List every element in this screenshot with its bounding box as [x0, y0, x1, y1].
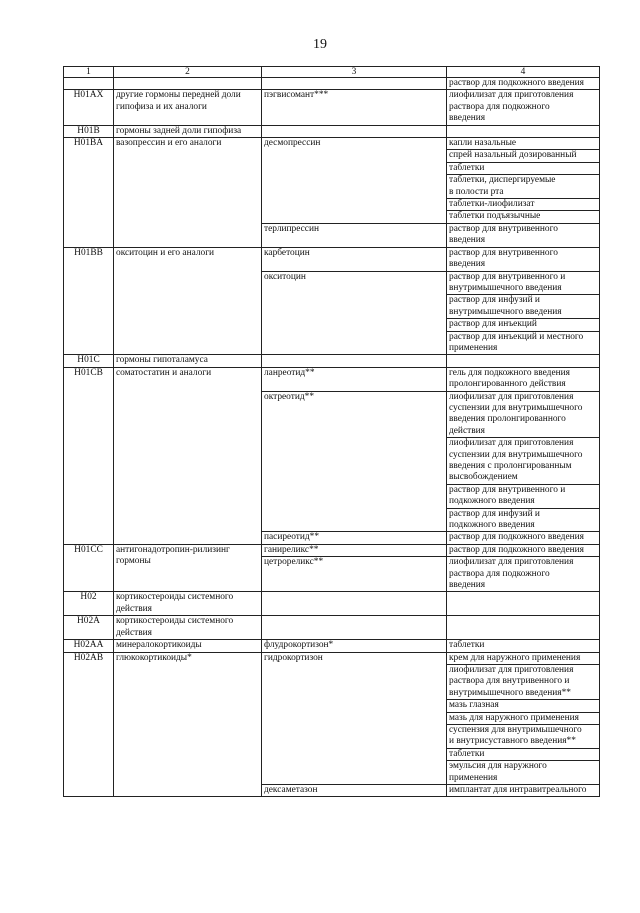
dosage-forms-cell — [447, 557, 600, 592]
dosage-form-entry — [447, 90, 599, 124]
atc-code-cell — [64, 78, 114, 90]
dosage-form-line: раствор для внутривенного и — [449, 271, 566, 282]
dosage-form-line: раствора для внутривенного и — [449, 676, 570, 687]
drug-name-cell: пэгвисомант*** — [262, 90, 447, 125]
dosage-forms-cell — [447, 271, 600, 355]
drug-name-cell: цетрореликс** — [262, 557, 447, 592]
dosage-form-entry — [447, 210, 599, 222]
dosage-form-entry — [447, 484, 599, 508]
dosage-form-line: таблетки, диспергируемые — [449, 175, 556, 186]
atc-code-cell: H01B — [64, 125, 114, 137]
dosage-forms-cell — [447, 391, 600, 532]
dosage-form-line: раствор для подкожного введения — [449, 544, 584, 555]
atc-code-cell: H01CC — [64, 544, 114, 592]
drug-name-cell: ганиреликс** — [262, 544, 447, 556]
dosage-forms-cell — [447, 90, 600, 125]
drug-name-cell: гидрокортизон — [262, 652, 447, 784]
dosage-form-line: таблетки — [449, 640, 485, 651]
dosage-forms-cell — [447, 223, 600, 247]
dosage-form-entry — [447, 557, 599, 591]
table-row — [64, 544, 600, 556]
drug-name-cell — [262, 78, 447, 90]
dosage-form-entry — [447, 331, 599, 355]
column-header-4: 4 — [447, 67, 600, 78]
atc-name-cell — [114, 78, 262, 90]
column-header-1: 1 — [64, 67, 114, 78]
dosage-form-line: раствора для подкожного — [449, 568, 550, 579]
atc-code-cell: H01BA — [64, 138, 114, 248]
dosage-form-line: введения — [449, 580, 486, 591]
atc-code-cell: H02A — [64, 616, 114, 640]
column-header-3: 3 — [262, 67, 447, 78]
dosage-form-entry — [447, 748, 599, 760]
atc-code-cell: H01AX — [64, 90, 114, 125]
dosage-form-entry — [447, 699, 599, 711]
dosage-forms-cell — [447, 616, 600, 640]
dosage-form-line: имплантат для интравитреального — [449, 784, 587, 795]
dosage-form-entry — [447, 294, 599, 318]
atc-code-cell: H01CB — [64, 367, 114, 544]
atc-name-cell: соматостатин и аналоги — [114, 367, 262, 544]
table-row — [64, 367, 600, 391]
dosage-form-line: суспензии для внутримышечного — [449, 449, 583, 460]
dosage-form-entry — [447, 545, 599, 556]
dosage-form-entry — [447, 724, 599, 748]
drug-name-cell — [262, 592, 447, 616]
dosage-form-line: раствор для внутривенного — [449, 223, 558, 234]
atc-code-cell: H01C — [64, 355, 114, 367]
dosage-form-line: лиофилизат для приготовления — [449, 90, 574, 101]
dosage-form-line: раствор для подкожного введения — [449, 532, 584, 543]
dosage-form-line: раствора для подкожного — [449, 101, 550, 112]
dosage-form-entry — [447, 664, 599, 699]
dosage-form-line: таблетки — [449, 162, 485, 173]
dosage-form-entry — [447, 368, 599, 391]
atc-name-cell: кортикостероиды системного действия — [114, 616, 262, 640]
table-row — [64, 616, 600, 640]
atc-name-cell: глюкокортикоиды* — [114, 652, 262, 797]
dosage-form-line: мазь для наружного применения — [449, 712, 579, 723]
dosage-form-entry — [447, 272, 599, 295]
dosage-form-line: действия — [449, 425, 485, 436]
dosage-form-line: таблетки-лиофилизат — [449, 199, 535, 210]
dosage-form-entry — [447, 318, 599, 330]
dosage-form-entry — [447, 162, 599, 174]
dosage-form-line: в полости рта — [449, 186, 504, 197]
dosage-forms-cell — [447, 532, 600, 544]
dosage-form-line: введения с пролонгированным — [449, 461, 572, 471]
dosage-form-entry — [447, 78, 599, 89]
drug-name-cell: флудрокортизон* — [262, 640, 447, 652]
table-row — [64, 640, 600, 652]
dosage-forms-cell — [447, 138, 600, 224]
dosage-form-line: и внутрисуставного введения** — [449, 736, 576, 747]
drug-list-table — [63, 66, 600, 797]
dosage-form-line: таблетки подъязычные — [449, 211, 541, 222]
dosage-form-line: раствор для инъекций — [449, 319, 537, 330]
dosage-form-entry — [447, 653, 599, 664]
dosage-form-line: внутримышечного введения — [449, 282, 562, 293]
dosage-form-line: раствор для инфузий и — [449, 295, 540, 306]
table-row — [64, 90, 600, 125]
dosage-forms-cell — [447, 652, 600, 784]
dosage-form-line: таблетки — [449, 748, 485, 759]
dosage-form-line: введения — [449, 113, 486, 124]
dosage-form-line: применения — [449, 772, 498, 783]
page-number: 19 — [313, 37, 327, 52]
column-header-2: 2 — [114, 67, 262, 78]
dosage-form-line: внутримышечного введения** — [449, 687, 571, 698]
dosage-form-line: лиофилизат для приготовления — [449, 391, 574, 402]
table-header-row — [64, 67, 600, 78]
dosage-form-entry — [447, 508, 599, 532]
dosage-forms-cell — [447, 78, 600, 90]
atc-code-cell: H02AA — [64, 640, 114, 652]
dosage-form-line: гель для подкожного введения — [449, 367, 570, 378]
dosage-forms-cell — [447, 592, 600, 616]
dosage-form-entry — [447, 248, 599, 271]
drug-name-cell: карбетоцин — [262, 247, 447, 271]
atc-code-cell: H01BB — [64, 247, 114, 355]
table-row — [64, 138, 600, 224]
dosage-form-entry — [447, 198, 599, 210]
table-body — [64, 78, 600, 797]
dosage-form-entry — [447, 392, 599, 438]
atc-name-cell: другие гормоны передней доли гипофиза и их аналоги — [114, 90, 262, 125]
dosage-form-line: мазь глазная — [449, 700, 499, 711]
dosage-form-line: спрей назальный дозированный — [449, 150, 577, 161]
drug-name-cell: десмопрессин — [262, 138, 447, 224]
dosage-form-entry — [447, 437, 599, 484]
atc-name-cell: кортикостероиды системного действия — [114, 592, 262, 616]
atc-name-cell: гормоны гипоталамуса — [114, 355, 262, 367]
drug-name-cell — [262, 125, 447, 137]
dosage-form-line: лиофилизат для приготовления — [449, 664, 574, 675]
dosage-form-line: суспензии для внутримышечного — [449, 402, 583, 413]
dosage-form-line: лиофилизат для приготовления — [449, 438, 574, 449]
dosage-form-entry — [447, 149, 599, 161]
dosage-form-line: раствор для внутривенного — [449, 247, 558, 258]
dosage-form-entry — [447, 224, 599, 247]
drug-name-cell: окситоцин — [262, 271, 447, 355]
table-row — [64, 125, 600, 137]
dosage-forms-cell — [447, 247, 600, 271]
dosage-form-entry — [447, 785, 599, 796]
dosage-form-line: эмульсия для наружного — [449, 761, 547, 772]
dosage-forms-cell — [447, 784, 600, 796]
dosage-form-line: внутримышечного введения — [449, 306, 562, 317]
dosage-form-entry — [447, 640, 599, 651]
drug-name-cell: дексаметазон — [262, 784, 447, 796]
drug-name-cell: пасиреотид** — [262, 532, 447, 544]
dosage-form-line: капли назальные — [449, 138, 517, 149]
dosage-form-line: раствор для инфузий и — [449, 508, 540, 519]
dosage-form-entry — [447, 174, 599, 198]
table-row — [64, 78, 600, 90]
dosage-form-line: раствор для подкожного введения — [449, 78, 584, 88]
dosage-form-line: лиофилизат для приготовления — [449, 557, 574, 568]
atc-code-cell: H02 — [64, 592, 114, 616]
dosage-form-entry — [447, 532, 599, 543]
drug-name-cell — [262, 616, 447, 640]
dosage-form-line: применения — [449, 342, 498, 353]
dosage-form-entry — [447, 760, 599, 784]
dosage-forms-cell — [447, 640, 600, 652]
dosage-forms-cell — [447, 544, 600, 556]
atc-name-cell: гормоны задней доли гипофиза — [114, 125, 262, 137]
dosage-form-line: подкожного введения — [449, 496, 535, 507]
dosage-forms-cell — [447, 125, 600, 137]
atc-name-cell: минералокортикоиды — [114, 640, 262, 652]
dosage-form-line: высвобождением — [449, 472, 518, 483]
dosage-forms-cell — [447, 367, 600, 391]
atc-code-cell: H02AB — [64, 652, 114, 797]
dosage-form-line: суспензия для внутримышечного — [449, 724, 582, 735]
atc-name-cell: антигонадотропин-рилизинг гормоны — [114, 544, 262, 592]
dosage-forms-cell — [447, 355, 600, 367]
drug-name-cell — [262, 355, 447, 367]
table-row — [64, 652, 600, 784]
table-row — [64, 355, 600, 367]
dosage-form-line: подкожного введения — [449, 520, 535, 531]
table-row — [64, 247, 600, 271]
dosage-form-line: раствор для внутривенного и — [449, 484, 566, 495]
dosage-form-line: крем для наружного применения — [449, 652, 581, 663]
dosage-form-line: раствор для инъекций и местного — [449, 331, 584, 342]
table-row — [64, 592, 600, 616]
dosage-form-entry — [447, 712, 599, 724]
dosage-form-line: введения — [449, 235, 486, 246]
dosage-form-line: введения — [449, 259, 486, 270]
drug-name-cell: терлипрессин — [262, 223, 447, 247]
dosage-form-entry — [447, 138, 599, 149]
atc-name-cell: вазопрессин и его аналоги — [114, 138, 262, 248]
dosage-form-line: введения пролонгированного — [449, 414, 566, 425]
drug-name-cell: октреотид** — [262, 391, 447, 532]
dosage-form-line: пролонгированного действия — [449, 379, 566, 390]
atc-name-cell: окситоцин и его аналоги — [114, 247, 262, 355]
drug-name-cell: ланреотид** — [262, 367, 447, 391]
